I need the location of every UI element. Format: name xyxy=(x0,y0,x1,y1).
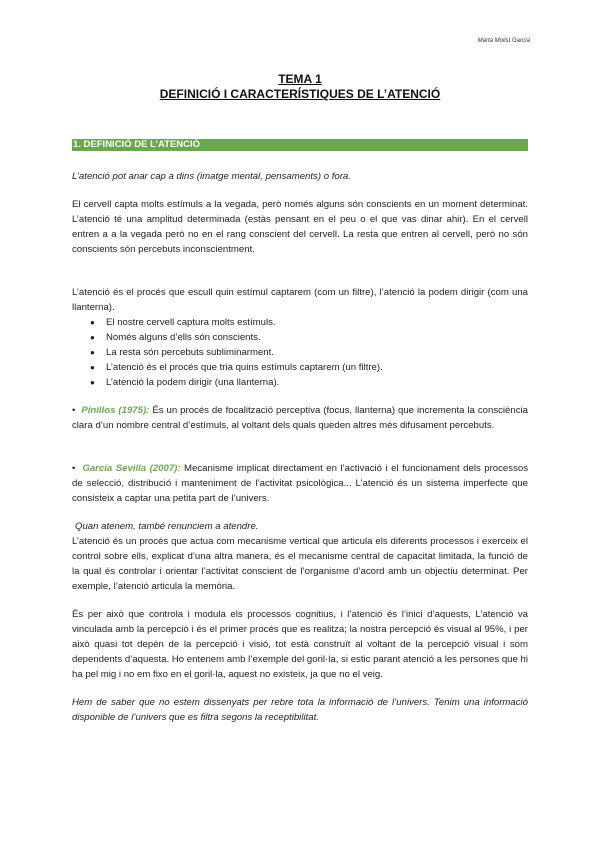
intro-italic: L’atenció pot anar cap a dins (imatge mental, pensaments) o fora. xyxy=(72,171,351,182)
paragraph-2-block xyxy=(72,285,528,390)
list-item: ● L’atenció és el procés que tria quins estímuls captarem (un filtre). xyxy=(90,360,528,375)
list-item: ● La resta són percebuts subliminarment. xyxy=(90,345,528,360)
tema-title: TEMA 1 xyxy=(278,72,322,86)
garcia-text: Mecanisme implicat directament en l’activació i el funcionament dels processos de selecció, distribució i manteniment de l’activitat psicològica... L’atenció és un sistema imperfecte que consisteix a captar una petita part de l’univers. xyxy=(72,463,528,504)
bullet-glyph: • xyxy=(72,463,76,474)
renuncia-italic: Quan atenem, també renunciem a atendre. xyxy=(75,521,259,532)
garcia-definition xyxy=(72,461,528,506)
list-item: ● L’atenció la podem dirigir (una llanterna). xyxy=(90,375,528,390)
closing-italic: Hem de saber que no estem dissenyats per rebre tota la informació de l’univers. Tenim una informació disponible de l’univers que es filtra segons la receptibilitat. xyxy=(72,697,528,723)
pinillos-definition xyxy=(72,403,528,433)
author-name: Marta Molist García xyxy=(477,38,530,44)
bullet-glyph: • xyxy=(72,405,76,416)
bullet-list xyxy=(72,315,528,390)
pinillos-text: És un procés de focalització perceptiva (focus, llanterna) que incrementa la consciència clara d’un nombre central d’estímuls, al voltant dels quals queden altres més difusament percebuts. xyxy=(72,405,528,431)
paragraph-2: L’atenció és el procés que escull quin estímul captarem (com un filtre), l’atenció la podem dirigir (com una llanterna). xyxy=(72,287,528,313)
pinillos-reference: Pinillos (1975): xyxy=(81,405,150,416)
garcia-reference: García Sevilla (2007): xyxy=(82,463,181,474)
paragraph-4: És per això que controla i modula els processos cognitius, i l’atenció és l’inici d’aquests, L’atenció va vinculada amb la percepció i és el primer procés que es realitza; la nostra percepció és visual al 95%, i per això quasi tot depèn de la percepció i visió, tot està construït al voltant de la percepció visual i som dependents d’aquesta. Ho entenem amb l’exemple del goril·la, si estic parant atenció a les persones que hi ha pel mig i no em fixo en el goril·la, aquest no existeix, ja que no el veig. xyxy=(72,609,528,680)
title-block xyxy=(0,72,600,102)
page-subtitle: DEFINICIÓ I CARACTERÍSTIQUES DE L’ATENCIÓ xyxy=(159,87,441,101)
paragraph-3: L’atenció és un procés que actua com mecanisme vertical que articula els diferents processos i exerceix el control sobre ells, explicat d’una altra manera, és el mecanisme central de capacitat limitada, la funció de la qual és controlar i orientar l’activitat conscient de l’organisme d’acord amb un objectiu determinat. Per exemple, l’atenció articula la memòria. xyxy=(72,536,528,592)
paragraph-1: El cervell capta molts estímuls a la vegada, però només alguns són conscients en un moment determinat. L’atenció té una amplitud determinada (estàs pensant en el peu o el que vas dinar ahir). En el cervell entren a a la vegada però no en el rang conscient del cervell. La resta que entren al cervell, però no són conscients són percebuts inconscientment. xyxy=(72,199,528,255)
section-heading: 1. DEFINICIÓ DE L’ATENCIÓ xyxy=(72,139,528,151)
list-item: ● Només alguns d’ells són conscients. xyxy=(90,330,528,345)
list-item: ● El nostre cervell captura molts estímuls. xyxy=(90,315,528,330)
